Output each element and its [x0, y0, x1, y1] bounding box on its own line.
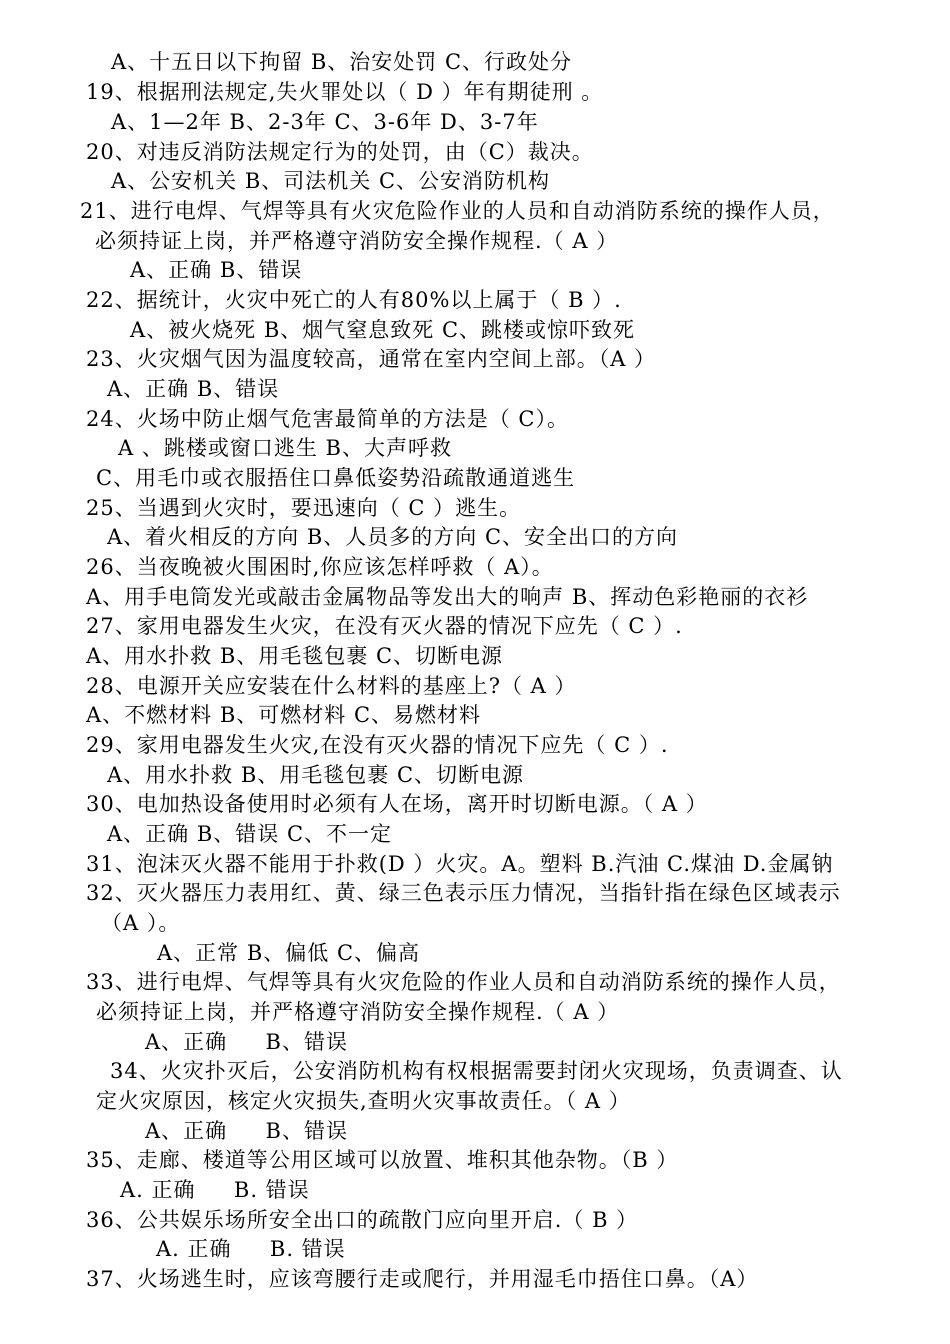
question-26: 26、当夜晚被火围困时,你应该怎样呼救（ A）。 [86, 555, 554, 579]
options-19: A、1—2年 B、2-3年 C、3-6年 D、3-7年 [111, 110, 539, 134]
text-line: A、十五日以下拘留 B、治安处罚 C、行政处分 [111, 50, 573, 74]
question-29: 29、家用电器发生火灾,在没有灭火器的情况下应先（ C ）. [86, 733, 669, 757]
question-27: 27、家用电器发生火灾，在没有灭火器的情况下应先（ C ）. [86, 614, 683, 638]
question-37: 37、火场逃生时，应该弯腰行走或爬行，并用湿毛巾捂住口鼻。（A） [86, 1267, 759, 1291]
options-23: A、正确 B、错误 [107, 377, 280, 401]
question-25: 25、当遇到火灾时，要迅速向（ C ）逃生。 [86, 496, 522, 520]
options-26: A、用手电筒发光或敲击金属物品等发出大的响声 B、挥动色彩艳丽的衣衫 [86, 585, 809, 609]
question-21-cont: 必须持证上岗，并严格遵守消防安全操作规程.（ A ） [95, 229, 619, 253]
options-21: A、正确 B、错误 [130, 258, 303, 282]
options-34: A、正确 B、错误 [145, 1119, 348, 1143]
options-35: A. 正确 B. 错误 [120, 1178, 310, 1202]
options-30: A、正确 B、错误 C、不一定 [107, 822, 393, 846]
options-20: A、公安机关 B、司法机关 C、公安消防机构 [111, 169, 551, 193]
question-22: 22、据统计，火灾中死亡的人有80%以上属于（ B ）. [86, 288, 622, 312]
question-31: 31、泡沫灭火器不能用于扑救(D ）火灾。A。塑料 B.汽油 C.煤油 D.金属钠 [86, 852, 834, 876]
options-33: A、正确 B、错误 [145, 1030, 348, 1054]
question-33-cont: 必须持证上岗，并严格遵守消防安全操作规程.（ A ） [96, 1000, 620, 1024]
question-30: 30、电加热设备使用时必须有人在场，离开时切断电源。（ A ） [86, 792, 708, 816]
question-28: 28、电源开关应安装在什么材料的基座上?（ A ） [86, 674, 577, 698]
options-32: A、正常 B、偏低 C、偏高 [157, 941, 421, 965]
options-28: A、不燃材料 B、可燃材料 C、易燃材料 [86, 703, 482, 727]
question-32: 32、灭火器压力表用红、黄、绿三色表示压力情况，当指针指在绿色区域表示 [86, 881, 841, 905]
question-34-cont: 定火灾原因，核定火灾损失,查明火灾事故责任。（ A ） [96, 1089, 631, 1113]
question-34: 34、火灾扑灭后，公安消防机构有权根据需要封闭火灾现场，负责调查、认 [110, 1059, 843, 1083]
options-27: A、用水扑救 B、用毛毯包裹 C、切断电源 [86, 644, 504, 668]
options-22: A、被火烧死 B、烟气窒息致死 C、跳楼或惊吓致死 [130, 318, 636, 342]
question-24: 24、火场中防止烟气危害最简单的方法是（ C）。 [86, 407, 569, 431]
question-32-cont: （A ）。 [101, 911, 181, 935]
question-23: 23、火灾烟气因为温度较高，通常在室内空间上部。（A ） [86, 347, 657, 371]
question-33: 33、进行电焊、气焊等具有火灾危险的作业人员和自动消防系统的操作人员， [86, 970, 841, 994]
question-21: 21、进行电焊、气焊等具有火灾危险作业的人员和自动消防系统的操作人员， [80, 199, 835, 223]
question-20: 20、对违反消防法规定行为的处罚，由（C）裁决。 [86, 140, 594, 164]
question-36: 36、公共娱乐场所安全出口的疏散门应向里开启.（ B ） [86, 1208, 639, 1232]
options-24: A 、跳楼或窗口逃生 B、大声呼救 [118, 436, 452, 460]
options-36: A. 正确 B. 错误 [156, 1237, 346, 1261]
options-24-cont: C、用毛巾或衣服捂住口鼻低姿势沿疏散通道逃生 [96, 466, 576, 490]
question-19: 19、根据刑法规定,失火罪处以（ D ）年有期徒刑 。 [86, 80, 604, 104]
question-35: 35、走廊、楼道等公用区域可以放置、堆积其他杂物。（B ） [86, 1148, 679, 1172]
options-29: A、用水扑救 B、用毛毯包裹 C、切断电源 [107, 763, 525, 787]
options-25: A、着火相反的方向 B、人员多的方向 C、安全出口的方向 [107, 525, 679, 549]
